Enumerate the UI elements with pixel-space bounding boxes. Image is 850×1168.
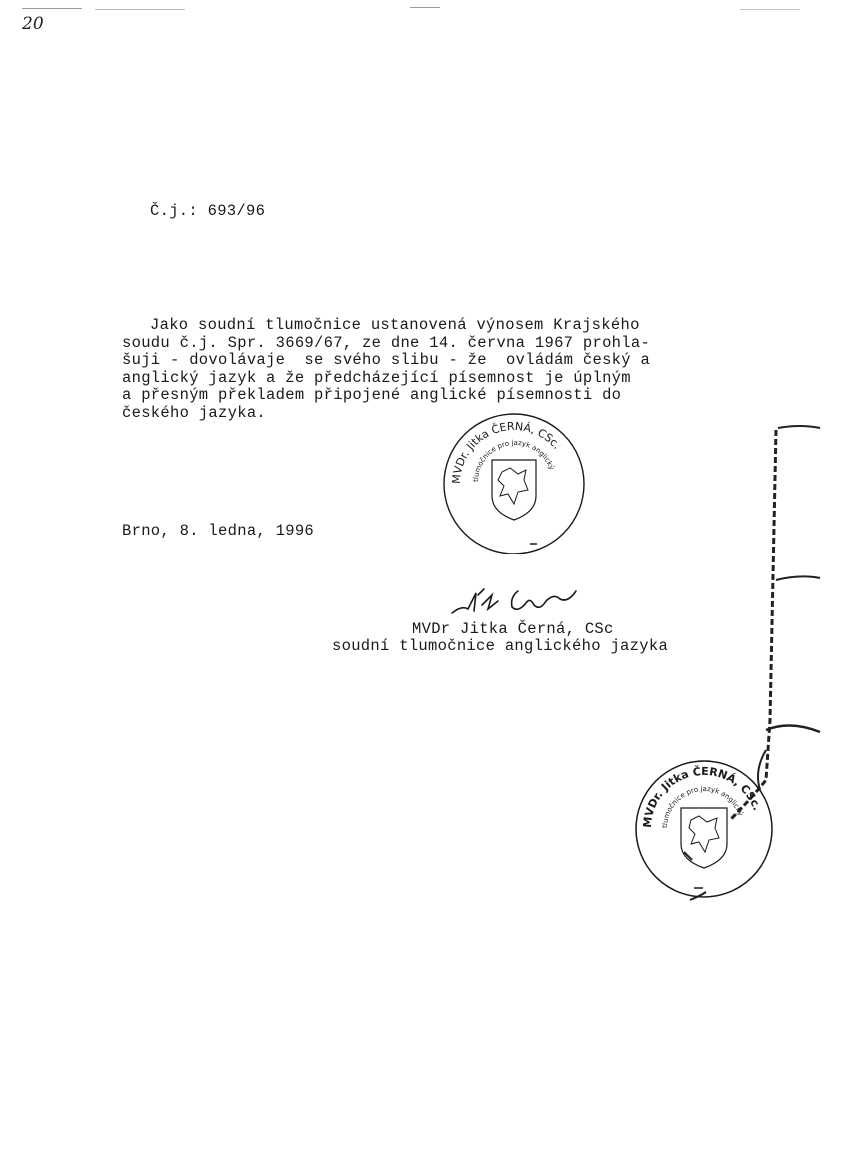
- declaration-line: Jako soudní tlumočnice ustanovená výnosem Krajského: [150, 316, 640, 334]
- scan-artifact: [95, 9, 185, 10]
- page-number: 20: [22, 14, 44, 34]
- declaration-line: šuji - dovolávaje se svého slibu - že ovládám český a: [122, 351, 651, 369]
- seal-inner-text: tlumočnice pro jazyk anglický: [471, 438, 556, 483]
- coat-of-arms-icon: [681, 808, 727, 868]
- declaration-line: a přesným překladem připojené anglické písemnosti do: [122, 386, 622, 404]
- declaration-line: českého jazyka.: [122, 403, 267, 422]
- svg-text:MVDr. Jitka ČERNÁ, CSc.: [450, 420, 564, 484]
- seal-outer-text: MVDr. Jitka ČERNÁ, CSc.: [449, 419, 564, 485]
- translator-seal: [440, 412, 590, 554]
- scan-artifact: [22, 8, 82, 9]
- declaration-paragraph: [122, 317, 722, 422]
- signature: [448, 583, 583, 623]
- coat-of-arms-icon: [492, 460, 536, 520]
- seal-inner-text: tlumočnice pro jazyk anglický: [660, 784, 745, 829]
- place-and-date: Brno, 8. ledna, 1996: [122, 522, 315, 540]
- translator-role: soudní tlumočnice anglického jazyka: [332, 637, 669, 655]
- declaration-line: soudu č.j. Spr. 3669/67, ze dne 14. června 1967 prohla-: [122, 333, 651, 352]
- svg-text:tlumočnice pro jazyk anglický: [661, 785, 745, 828]
- binding-seal: [633, 758, 775, 900]
- seal-outer-text: MVDr. Jitka ČERNÁ, CSc.: [640, 764, 764, 829]
- reference-number: Č.j.: 693/96: [150, 202, 266, 220]
- scan-artifact: [740, 9, 800, 10]
- translator-name: MVDr Jitka Černá, CSc: [412, 620, 614, 638]
- scan-artifact: [410, 7, 440, 8]
- declaration-line: anglický jazyk a že předcházející písemnost je úplným: [122, 368, 631, 387]
